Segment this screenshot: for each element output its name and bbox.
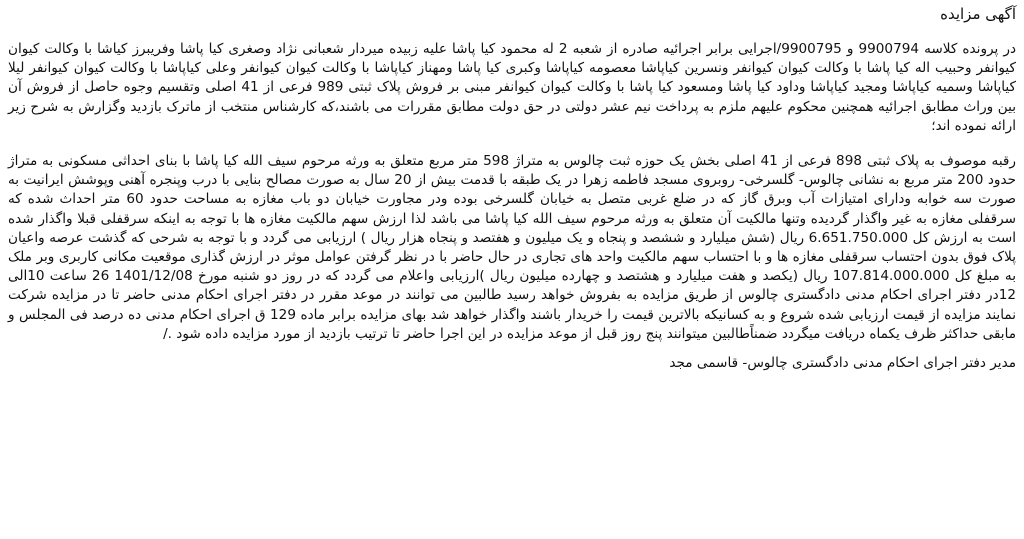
notice-paragraph-case-details: در پرونده کلاسه 9900794 و 9900795/اجرایی برابر اجرائیه صادره از شعبه 2 له محمود کیا پاشا علیه زبیده میردار شعبانی نژاد وصغری کیا پاشا وفریبرز کیاشا با وکالت کیوان کیوانفر وحبیب اله کیا پاشا با وکالت کیوان کیوانفر ونسرین کیاپاشا معصومه کیاپاشا وکبری کیا پاشا ومهناز کیاپاشا با وکالت کیوان کیوانفر وعلی کیاپاشا با وکالت کیوان کیوانفر لیلا کیاپاشا وسمیه کیاپاشا ومجید کیاپاشا وداود کیا پاشا ومسعود کیا پاشا با وکالت کیوان کیوانفر مبنی بر فروش پلاک ثبتی 989 فرعی از 41 اصلی وتقسیم وجوه حاصل از فروش آن بین وراث مطابق اجرائیه همچنین محکوم علیهم ملزم به پرداخت نیم عشر دولتی در حق دولت مطابق مقررات می باشند،که کارشناس منتخب از ماترک بازدید وگزارش به شرح زیر ارائه نموده اند؛ [8,41,1016,134]
notice-signature: مدیر دفتر اجرای احکام مدنی دادگستری چالوس- قاسمی مجد [669,355,1016,372]
notice-title: آگهی مزایده [940,5,1016,23]
notice-paragraph-property-description: رقبه موصوف به پلاک ثبتی 898 فرعی از 41 اصلی بخش یک حوزه ثبت چالوس به متراژ 598 متر مربع متعلق به ورثه مرحوم سیف الله کیا پاشا با بنای احداثی مسکونی به متراژ حدود 200 متر مربع به نشانی چالوس- گلسرخی- روبروی مسجد فاطمه زهرا در یک طبقه با قدمت بیش از 20 سال به صورت مصالح بنایی با درب وپنجره آهنی وپوشش ایرانیت به صورت سه خوابه ودارای امتیازات آب وبرق گاز که در ضلع غربی متصل به خیابان گلسرخی بوده ودر مجاورت خیابان دو باب مغازه به مساحت حدود 60 متر احداث شده که سرقفلی مغازه به غیر واگذار گردیده وتنها مالکیت آن متعلق به ورثه مرحوم سیف الله کیا پاشا می باشد لذا ارزش سهم مالکیت مغازه ها با توجه به اینکه سرقفلی قبلا واگذار شده است به ارزش کل 6.651.750.000 ریال (شش میلیارد و ششصد و پنجاه و یک میلیون و هفتصد و پنجاه هزار ریال ) ارزیابی می گردد و با توجه به شرحی که گذشت عرصه واعیان پلاک فوق بدون احتساب سرقفلی مغازه ها و با احتساب سهم مالکیت واحد های تجاری در حال حاضر با در نظر گرفتن عوامل موثر در ارزش گذاری موقعیت مکانی کاربری وبر ملک به مبلغ کل 107.814.000.000 ریال (یکصد و هفت میلیارد و هشتصد و چهارده میلیون ریال )ارزیابی واعلام می گردد که در روز دو شنبه مورخ 1401/12/08 26 ساعت 10الی 12در دفتر اجرای احکام مدنی دادگستری چالوس از طریق مزایده به بفروش خواهد رسید طالبین می توانند در موعد مقرر در دفتر اجرای احکام مدنی حاضر تا در مزایده شرکت نمایند مزایده از قیمت ارزیابی شده شروع و به کسانیکه بالاترین قیمت را خریدار باشند واگذار خواهد شد بهای مزایده برابر ماده 129 ق اجرای احکام مدنی ده درصد فی المجلس و مابقی حداکثر ظرف یکماه دریافت میگردد ضمناًطالبین میتوانند پنج روز قبل از موعد مزایده در این اجرا حاضر تا ترتیب بازدید از مورد مزایده داده شود ./ [8,153,1017,342]
